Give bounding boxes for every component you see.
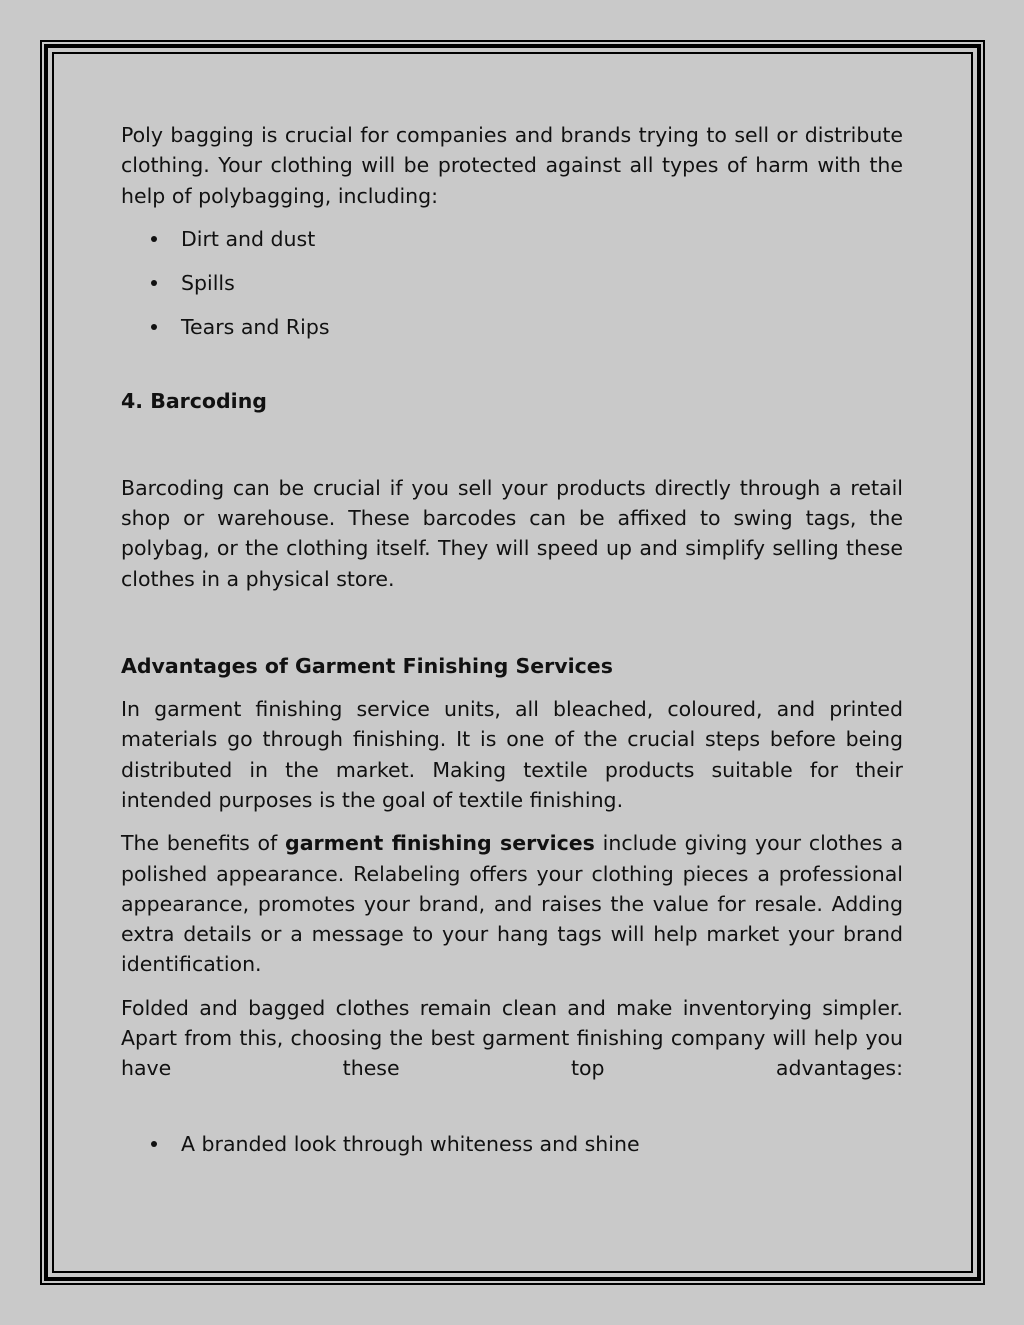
bullet-icon <box>151 1141 157 1147</box>
advantages-paragraph-3: Folded and bagged clothes remain clean and make inventorying simpler. Apart from this, choosing the best garment finishing company will help you have these top advantages: <box>121 995 903 1081</box>
bullet-icon <box>151 280 157 286</box>
advantages-list <box>121 1129 903 1159</box>
bullet-icon <box>151 236 157 242</box>
barcoding-paragraph: Barcoding can be crucial if you sell your products directly through a retail shop or warehouse. These barcodes can be affixed to swing tags, the polybag, or the clothing itself. They will speed up and simplify selling these clothes in a physical store. <box>121 475 903 591</box>
bullet-icon <box>151 324 157 330</box>
list-item: Dirt and dust <box>121 224 903 254</box>
harm-list <box>121 224 903 342</box>
advantages-paragraph-2: The benefits of garment finishing services include giving your clothes a polished appearance. Relabeling offers your clothing pieces a professional appearance, promotes your brand, and raises the value for resale. Adding extra details or a message to your hang tags will help market your brand identification. <box>121 831 904 977</box>
intro-paragraph: Poly bagging is crucial for companies and brands trying to sell or distribute clothing. Your clothing will be protected against all types of harm with the help of polybagging, including: <box>121 123 903 208</box>
garment-finishing-services-link[interactable]: garment finishing services <box>285 831 595 856</box>
list-item: Tears and Rips <box>121 312 903 342</box>
list-item: Spills <box>121 268 903 298</box>
barcoding-heading: 4. Barcoding <box>121 388 267 413</box>
advantages-heading: Advantages of Garment Finishing Services <box>121 654 613 679</box>
advantages-paragraph-1: In garment finishing service units, all bleached, coloured, and printed materials go through finishing. It is one of the crucial steps before being distributed in the market. Making textile products suitable for their intended purposes is the goal of textile finishing. <box>121 697 903 812</box>
document-body <box>121 120 903 1173</box>
list-item: A branded look through whiteness and shine <box>121 1129 903 1159</box>
